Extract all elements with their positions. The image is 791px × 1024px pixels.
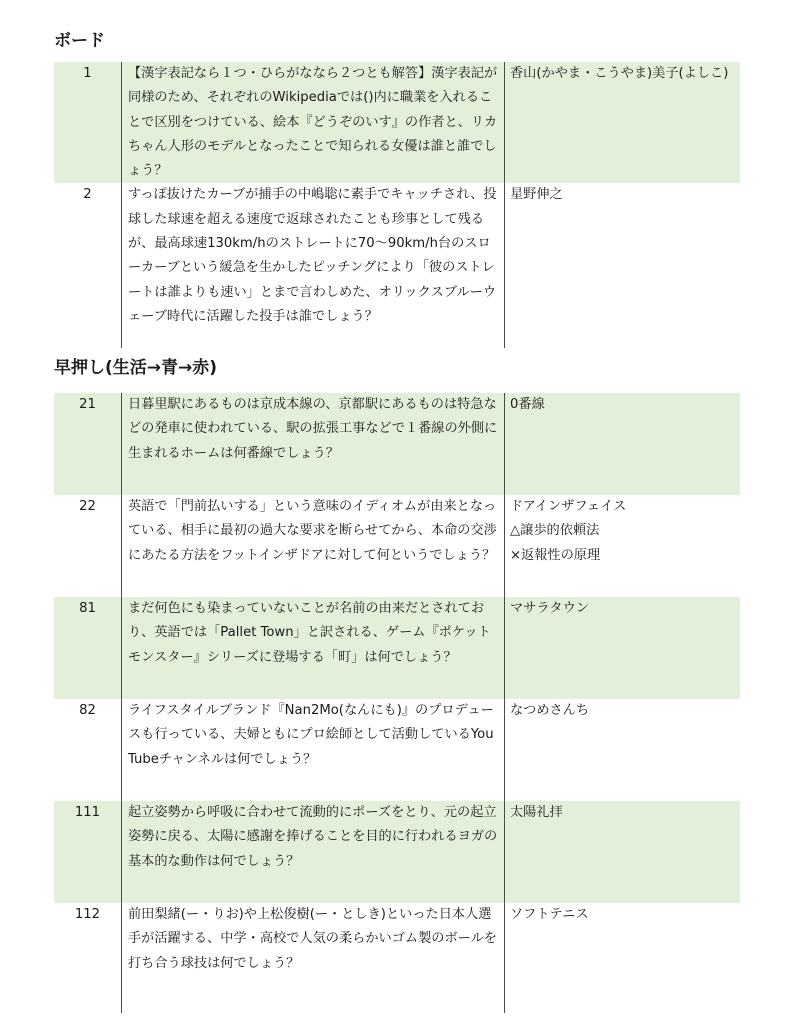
- table-row: [54, 393, 740, 495]
- answer-text: 星野伸之: [510, 187, 563, 203]
- hayaoshi-question-table: [54, 393, 740, 1013]
- question-number: 82: [79, 703, 96, 718]
- table-row: [54, 903, 740, 1013]
- question-text: 起立姿勢から呼吸に合わせて流動的にポーズをとり、元の起立姿勢に戻る、太陽に感謝を捧げることを目的に行われるヨガの基本的な動作は何でしょう？: [122, 801, 505, 903]
- table-row: [54, 597, 740, 699]
- question-text: ライフスタイルブランド『Nan2Mo(なんにも)』のプロデュースも行っている、夫婦ともにプロ絵師として活動しているYouTubeチャンネルは何でしょう？: [122, 699, 505, 801]
- answer-text: ドアインザフェイス △譲歩的依頼法 ×返報性の原理: [510, 499, 627, 563]
- question-number: 22: [79, 499, 96, 514]
- question-number: 112: [74, 907, 101, 922]
- section-title-board: ボード: [54, 31, 105, 51]
- answer-text: 0番線: [505, 393, 741, 495]
- answer-text: なつめさんち: [510, 703, 590, 718]
- question-text: 日暮里駅にあるものは京成本線の、京都駅にあるものは特急などの発車に使われている、駅の拡張工事などで１番線の外側に生まれるホームは何番線でしょう？: [122, 393, 505, 495]
- question-number: 21: [54, 393, 122, 495]
- question-text: 英語で「門前払いする」という意味のイディオムが由来となっている、相手に最初の過大な要求を断らせてから、本命の交渉にあたる方法をフットインザドアに対して何というでしょう？: [122, 495, 505, 597]
- question-number: 111: [54, 801, 122, 903]
- answer-text: 太陽礼拝: [505, 801, 741, 903]
- table-row: [54, 699, 740, 801]
- table-row: [54, 495, 740, 597]
- answer-text: ソフトテニス: [510, 907, 589, 922]
- answer-text: 香山(かやま・こうやま)美子(よしこ): [505, 62, 741, 183]
- question-text: 前田梨緒(ー・りお)や上松俊樹(ー・としき)といった日本人選手が活躍する、中学・高校で人気の柔らかいゴム製のボールを打ち合う球技は何でしょう？: [122, 903, 505, 1013]
- table-row: [54, 183, 740, 348]
- question-number: 1: [54, 62, 122, 183]
- question-text: すっぽ抜けたカーブが捕手の中嶋聡に素手でキャッチされ、投球した球速を超える速度で返球されたことも珍事として残るが、最高球速130km/hのストレートに70〜90km/h台のスローカーブという緩急を生かしたピッチングにより「彼のストレートは誰よりも速い」とまで言わしめた、オリックスブルーウェーブ時代に活躍した投手は誰でしょう？: [122, 183, 505, 348]
- section-title-hayaoshi: 早押し(生活→青→赤): [54, 358, 218, 378]
- question-text: 【漢字表記なら１つ・ひらがななら２つとも解答】漢字表記が同様のため、それぞれのWikipediaでは()内に職業を入れることで区別をつけている、絵本『どうぞのいす』の作者と、リカちゃん人形のモデルとなったことで知られる女優は誰と誰でしょう？: [122, 62, 505, 183]
- table-row: [54, 62, 740, 183]
- board-question-table: [54, 62, 740, 348]
- question-text: まだ何色にも染まっていないことが名前の由来だとされており、英語では「Pallet Town」と訳される、ゲーム『ポケットモンスター』シリーズに登場する「町」は何でしょう？: [122, 597, 505, 699]
- table-row: [54, 801, 740, 903]
- answer-text: マサラタウン: [505, 597, 741, 699]
- question-number: 2: [83, 187, 92, 203]
- question-number: 81: [54, 597, 122, 699]
